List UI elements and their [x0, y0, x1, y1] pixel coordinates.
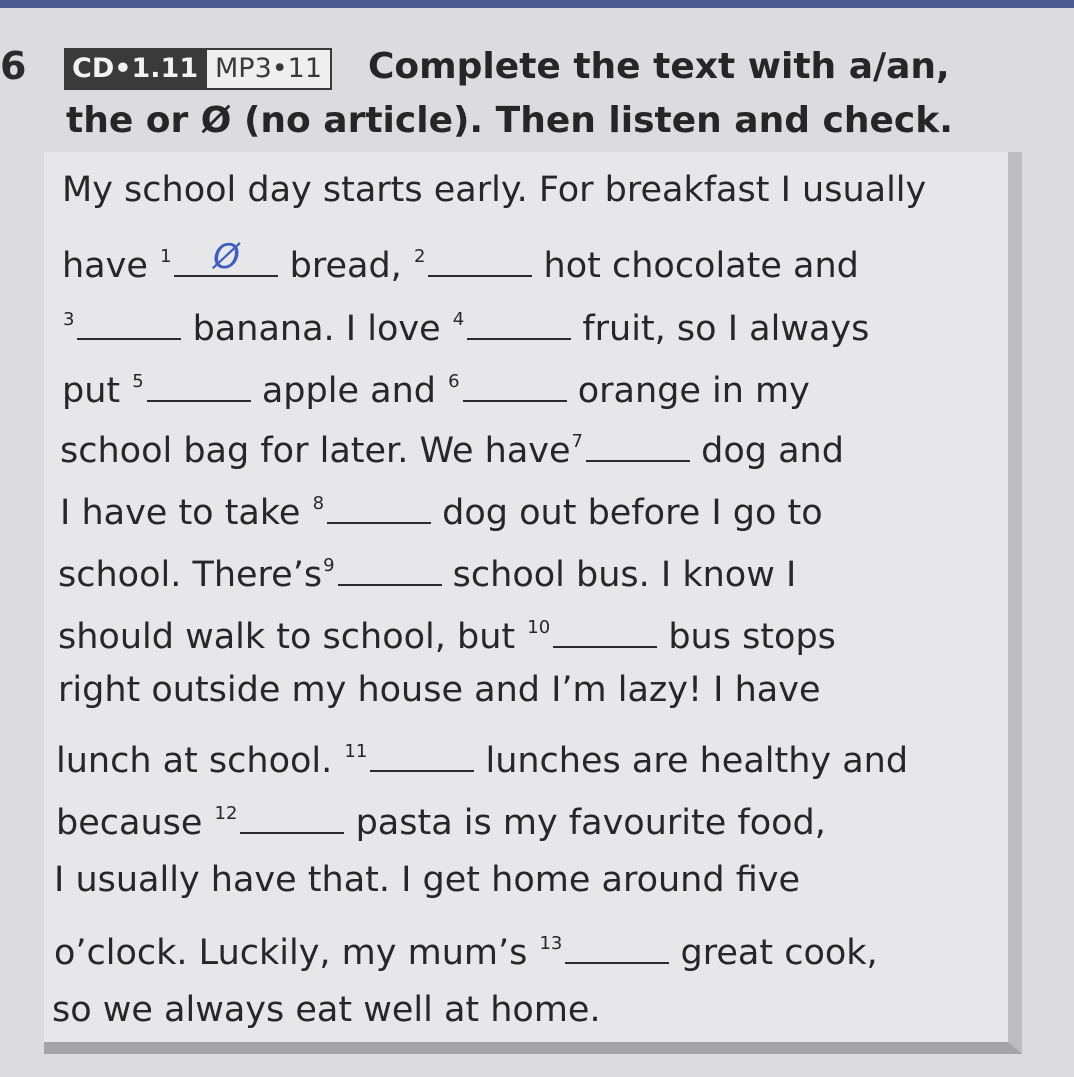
blank-1[interactable]: [174, 237, 278, 277]
gap-number-11: 11: [344, 741, 368, 762]
gap-number-6: 6: [448, 371, 460, 392]
text-line-2: have $^1$ Ø bread, $^2$ hot chocolate and: [62, 237, 859, 286]
gap-number-3: 3: [63, 309, 75, 330]
text-line-13: o’clock. Luckily, my mum’s $^{13}$ great cook,: [54, 924, 878, 973]
gap-number-5: 5: [132, 371, 144, 392]
text-line-4: put $^5$ apple and $^6$ orange in my: [62, 362, 810, 411]
blank-11[interactable]: [370, 738, 474, 772]
text-line-3: $^3$ banana. I love $^4$ fruit, so I always: [62, 300, 869, 349]
blank-5[interactable]: [147, 368, 251, 402]
blank-12[interactable]: [240, 800, 344, 834]
text-line-1: My school day starts early. For breakfast I usually: [62, 170, 927, 210]
text-line-8: should walk to school, but $^{10}$ bus stops: [58, 608, 836, 657]
text-line-14: so we always eat well at home.: [52, 990, 601, 1030]
gap-number-8: 8: [312, 493, 325, 514]
gap-number-9: 9: [323, 555, 335, 576]
gap-number-12: 12: [214, 803, 238, 824]
text-line-10: lunch at school. $^{11}$ lunches are healthy and: [56, 732, 908, 781]
exercise-number: 6: [0, 44, 27, 88]
top-color-strip: [0, 0, 1074, 8]
blank-4[interactable]: [467, 306, 571, 340]
gap-number-13: 13: [539, 933, 563, 954]
gap-number-7: 7: [571, 431, 583, 452]
gap-number-4: 4: [452, 309, 465, 330]
text-line-7: school. $There’s^9$ school bus. I know I: [58, 546, 796, 595]
gap-number-1: 1: [160, 246, 172, 267]
blank-3[interactable]: [77, 306, 181, 340]
blank-13[interactable]: [565, 930, 669, 964]
mp3-track-label: MP3•11: [205, 48, 332, 90]
text-line-9: right outside my house and I’m lazy! I have: [58, 670, 821, 710]
gap-number-10: 10: [527, 617, 551, 638]
instruction-text: Complete the text with a/an, the or Ø (no article). Then listen and check.: [66, 46, 953, 141]
blank-10[interactable]: [553, 614, 657, 648]
gap-number-2: 2: [413, 246, 426, 267]
cd-track-label: CD•1.11: [64, 48, 206, 90]
answer-1: Ø: [213, 237, 240, 277]
blank-6[interactable]: [463, 368, 567, 402]
text-line-5: school bag for later. We have$^7$ dog and: [60, 422, 844, 471]
text-line-12: I usually have that. I get home around five: [54, 860, 800, 900]
blank-7[interactable]: [586, 428, 690, 462]
blank-8[interactable]: [327, 490, 431, 524]
reading-text-box: [44, 152, 1022, 1054]
text-line-6: I have to take $^8$ dog out before I go to: [60, 484, 823, 533]
blank-9[interactable]: [338, 552, 442, 586]
blank-2[interactable]: [428, 243, 532, 277]
text-line-11: because $^{12}$ pasta is my favourite food,: [56, 794, 826, 843]
